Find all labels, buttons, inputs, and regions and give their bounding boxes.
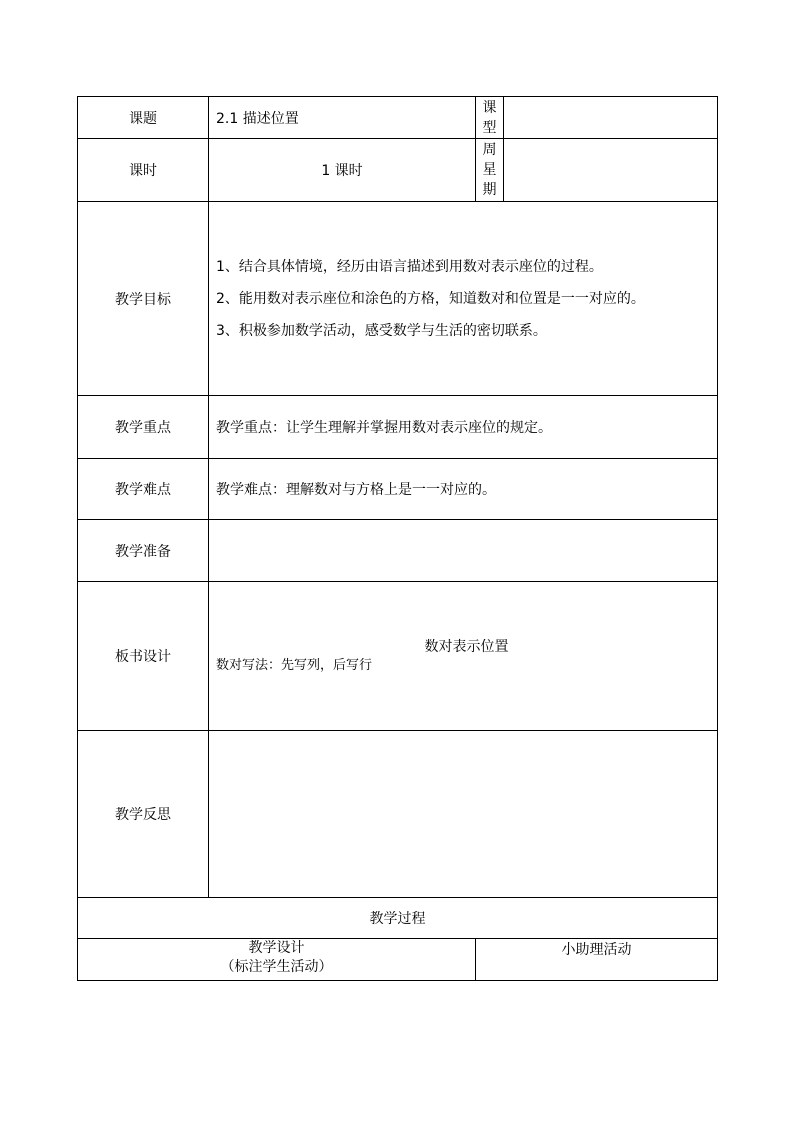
- goals-label: 教学目标: [78, 202, 209, 396]
- lesson-plan-table: [77, 96, 718, 981]
- topic-label: 课题: [78, 97, 209, 139]
- preparation-text: [209, 520, 718, 582]
- focus-label: 教学重点: [78, 396, 209, 459]
- design-label: 教学设计: [248, 940, 305, 956]
- type-label: [476, 97, 504, 139]
- reflection-text: [209, 731, 718, 898]
- topic-value: 2.1 描述位置: [209, 97, 476, 139]
- type-label-char: 课: [482, 99, 497, 116]
- goal-item: 1、结合具体情境，经历由语言描述到用数对表示座位的过程。: [216, 258, 603, 275]
- process-title: 教学过程: [78, 898, 718, 939]
- design-header: [78, 939, 476, 981]
- board-label: 板书设计: [78, 582, 209, 731]
- goals-list: [209, 202, 718, 396]
- preparation-row: [78, 520, 718, 582]
- week-label: [476, 139, 504, 202]
- focus-text: 教学重点：让学生理解并掌握用数对表示座位的规定。: [209, 396, 718, 459]
- reflection-row: [78, 731, 718, 898]
- difficulty-row: [78, 459, 718, 520]
- period-row: [78, 139, 718, 202]
- process-header-row: [78, 939, 718, 981]
- design-note: （标注学生活动）: [220, 959, 333, 975]
- preparation-label: 教学准备: [78, 520, 209, 582]
- type-label-char: 型: [482, 119, 497, 136]
- goals-row: [78, 202, 718, 396]
- period-label: 课时: [78, 139, 209, 202]
- week-label-char: 期: [482, 182, 497, 198]
- difficulty-label: 教学难点: [78, 459, 209, 520]
- goal-item: 2、能用数对表示座位和涂色的方格，知道数对和位置是一一对应的。: [216, 290, 645, 307]
- board-title: 数对表示位置: [424, 639, 509, 655]
- board-content: [209, 582, 718, 731]
- type-value: [504, 97, 718, 139]
- reflection-label: 教学反思: [78, 731, 209, 898]
- period-value: 1 课时: [209, 139, 476, 202]
- board-row: [78, 582, 718, 731]
- week-label-char: 周: [482, 142, 497, 158]
- difficulty-text: 教学难点：理解数对与方格上是一一对应的。: [209, 459, 718, 520]
- focus-row: [78, 396, 718, 459]
- week-label-char: 星: [482, 162, 497, 178]
- board-line: 数对写法：先写列，后写行: [216, 658, 373, 673]
- week-value: [504, 139, 718, 202]
- goal-item: 3、积极参加数学活动，感受数学与生活的密切联系。: [216, 322, 547, 339]
- assistant-header: 小助理活动: [476, 939, 718, 981]
- process-title-row: [78, 898, 718, 939]
- topic-row: [78, 97, 718, 139]
